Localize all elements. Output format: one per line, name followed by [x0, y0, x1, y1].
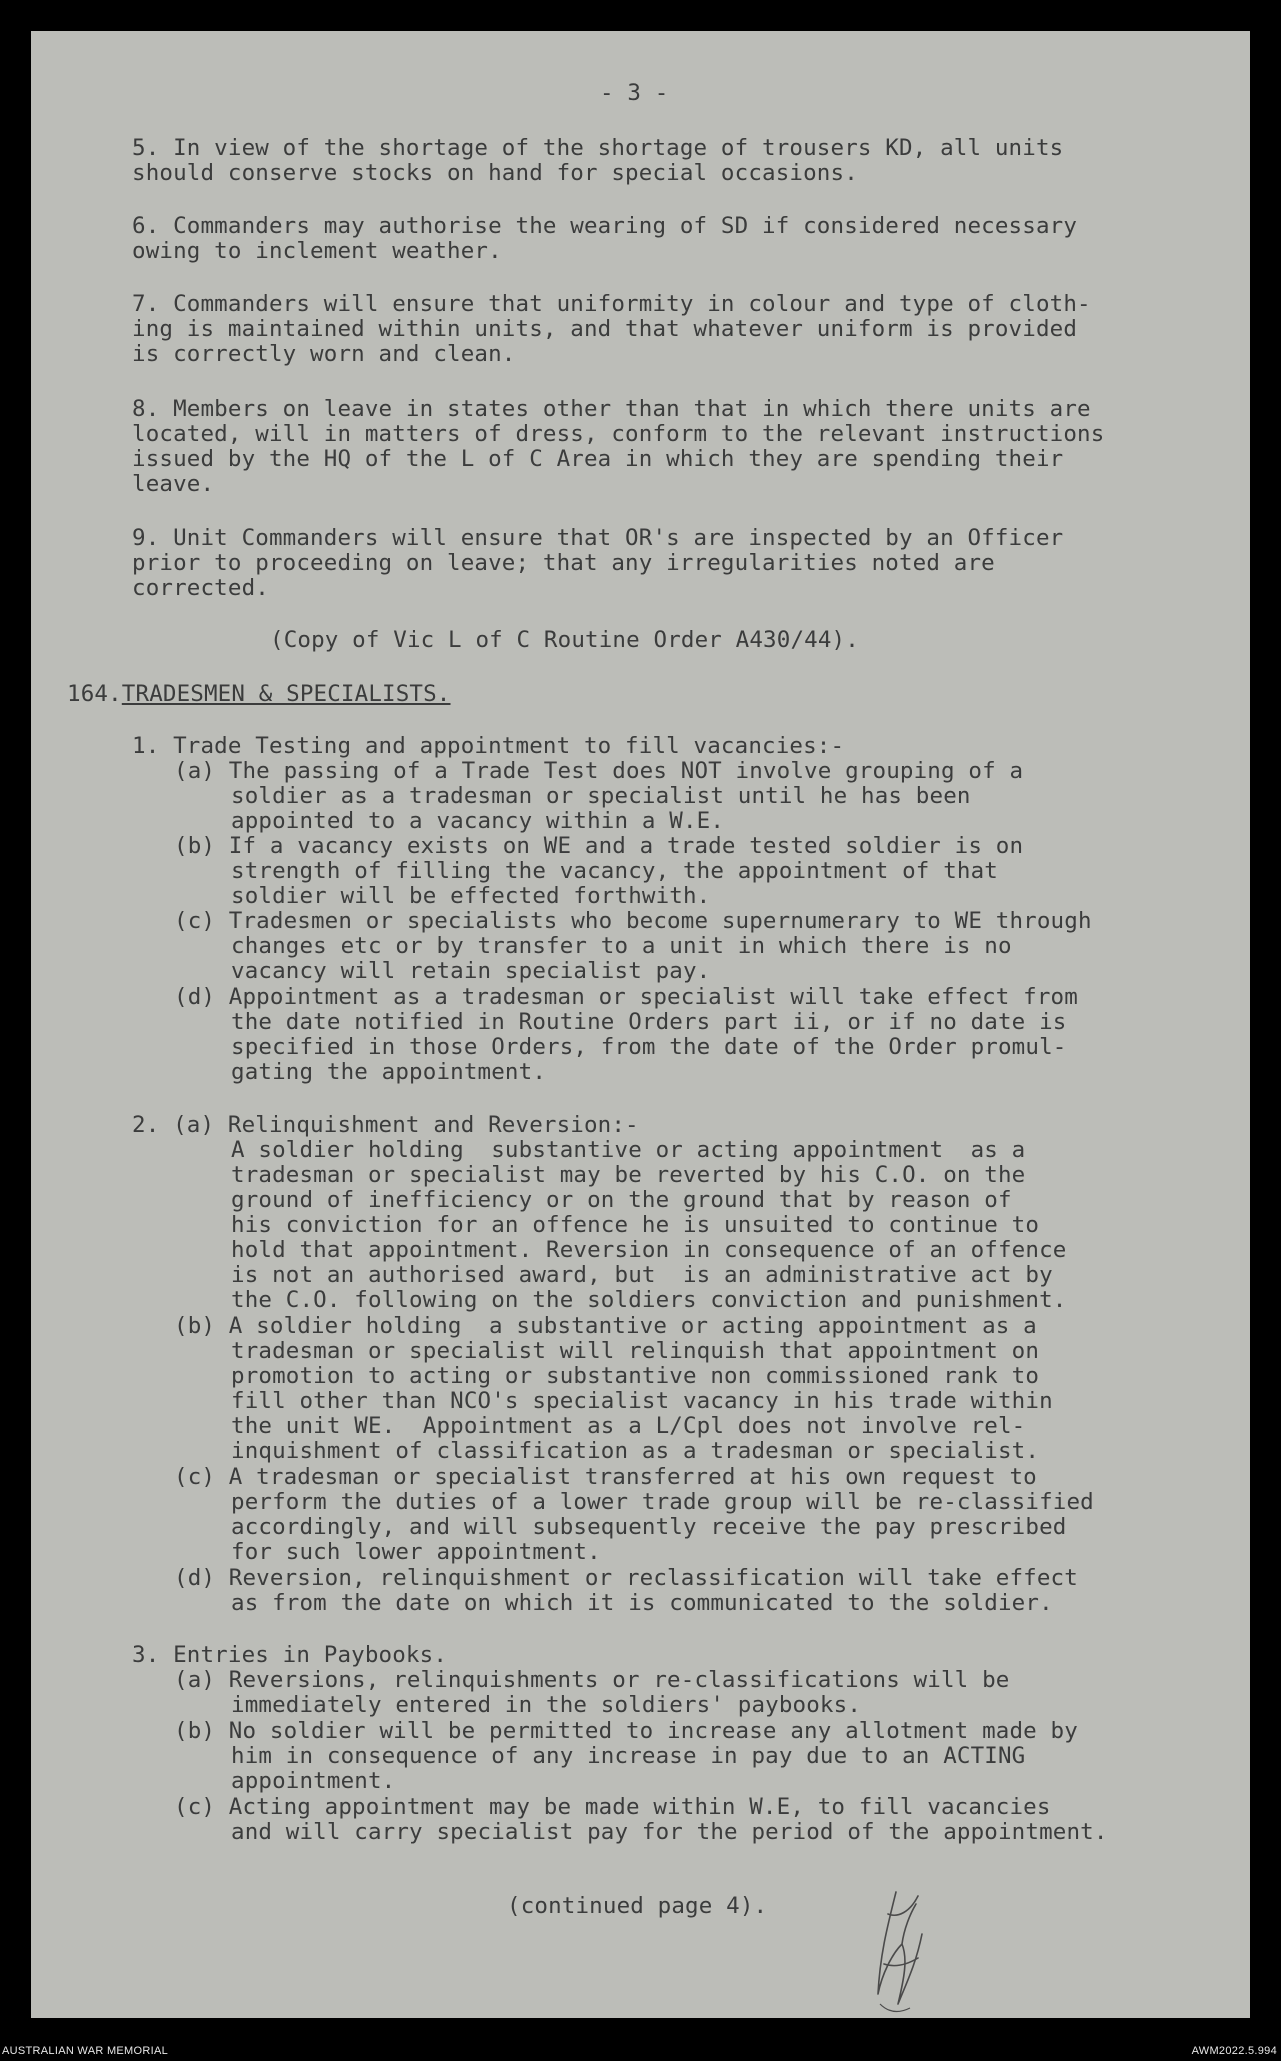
item-1c-line-2: changes etc or by transfer to a unit in which there is no [231, 933, 1012, 959]
section-heading [67, 682, 451, 708]
para-8-line-3: issued by the HQ of the L of C Area in which they are spending their [132, 446, 1064, 472]
item-1c-line-3: vacancy will retain specialist pay. [231, 958, 711, 984]
section-title: TRADESMEN & SPECIALISTS. [121, 681, 451, 707]
footer-archive-name: AUSTRALIAN WAR MEMORIAL [2, 2045, 169, 2057]
item-1b-line-2: strength of filling the vacancy, the appointment of that [231, 858, 998, 884]
item-2b-line-2: tradesman or specialist will relinquish that appointment on [231, 1338, 1040, 1364]
item-2d-line-1: (d) Reversion, relinquishment or reclassification will take effect [174, 1565, 1078, 1591]
para-8-line-2: located, will in matters of dress, conform to the relevant instructions [132, 421, 1105, 447]
continued-note: (continued page 4). [507, 1893, 768, 1919]
item-3b-line-2: him in consequence of any increase in pay due to an ACTING [231, 1743, 1026, 1769]
item-2a-line-4: his conviction for an offence he is unsuited to continue to [231, 1212, 1040, 1238]
document-page [31, 31, 1250, 2018]
item-2c-line-3: accordingly, and will subsequently receive the pay prescribed [231, 1514, 1067, 1540]
item-2a-line-6: is not an authorised award, but is an administrative act by [231, 1262, 1053, 1288]
item-1a-line-1: (a) The passing of a Trade Test does NOT involve grouping of a [174, 758, 1024, 784]
para-5-line-2: should conserve stocks on hand for special occasions. [132, 160, 858, 186]
item-3c-line-2: and will carry specialist pay for the period of the appointment. [231, 1819, 1108, 1845]
item-2a-line-7: the C.O. following on the soldiers conviction and punishment. [231, 1287, 1067, 1313]
item-1d-line-3: specified in those Orders, from the date of the Order promul- [231, 1034, 1067, 1060]
item-2a-line-2: tradesman or specialist may be reverted by his C.O. on the [231, 1162, 1026, 1188]
para-9-line-1: 9. Unit Commanders will ensure that OR's are inspected by an Officer [132, 525, 1064, 551]
section-number: 164. [67, 681, 122, 707]
item-2a-line-3: ground of inefficiency or on the ground that by reason of [231, 1187, 1012, 1213]
item-2-heading: 2. (a) Relinquishment and Reversion:- [132, 1112, 639, 1138]
item-2d-line-2: as from the date on which it is communicated to the soldier. [231, 1590, 1053, 1616]
para-9-line-2: prior to proceeding on leave; that any irregularities noted are [132, 550, 995, 576]
item-2c-line-2: perform the duties of a lower trade group will be re-classified [231, 1489, 1094, 1515]
item-2a-line-5: hold that appointment. Reversion in consequence of an offence [231, 1237, 1067, 1263]
footer-reference-id: AWM2022.5.994 [1191, 2045, 1277, 2057]
para-9-line-3: corrected. [132, 575, 269, 601]
item-1d-line-2: the date notified in Routine Orders part ii, or if no date is [231, 1009, 1067, 1035]
para-7-line-1: 7. Commanders will ensure that uniformity in colour and type of cloth- [132, 291, 1091, 317]
item-3-heading: 3. Entries in Paybooks. [132, 1642, 448, 1668]
item-2b-line-5: the unit WE. Appointment as a L/Cpl does not involve rel- [231, 1413, 1026, 1439]
item-3b-line-1: (b) No soldier will be permitted to increase any allotment made by [174, 1718, 1078, 1744]
item-1d-line-1: (d) Appointment as a tradesman or specialist will take effect from [174, 984, 1078, 1010]
item-3a-line-2: immediately entered in the soldiers' paybooks. [231, 1692, 862, 1718]
item-1c-line-1: (c) Tradesmen or specialists who become supernumerary to WE through [174, 908, 1092, 934]
handwritten-initials [858, 1884, 938, 2018]
item-2a-line-1: A soldier holding substantive or acting appointment as a [231, 1137, 1026, 1163]
para-7-line-3: is correctly worn and clean. [132, 341, 516, 367]
para-6-line-2: owing to inclement weather. [132, 238, 502, 264]
item-1b-line-3: soldier will be effected forthwith. [231, 883, 711, 909]
para-5-line-1: 5. In view of the shortage of the shortage of trousers KD, all units [132, 135, 1064, 161]
para-6-line-1: 6. Commanders may authorise the wearing of SD if considered necessary [132, 213, 1078, 239]
item-1d-line-4: gating the appointment. [231, 1059, 547, 1085]
item-1a-line-2: soldier as a tradesman or specialist until he has been [231, 783, 971, 809]
item-1b-line-1: (b) If a vacancy exists on WE and a trade tested soldier is on [174, 833, 1024, 859]
item-2c-line-4: for such lower appointment. [231, 1539, 601, 1565]
para-7-line-2: ing is maintained within units, and that whatever uniform is provided [132, 316, 1078, 342]
item-3c-line-1: (c) Acting appointment may be made within W.E, to fill vacancies [174, 1794, 1051, 1820]
item-3b-line-3: appointment. [231, 1768, 396, 1794]
item-2c-line-1: (c) A tradesman or specialist transferred at his own request to [174, 1464, 1037, 1490]
item-3a-line-1: (a) Reversions, relinquishments or re-classifications will be [174, 1667, 1010, 1693]
para-8-line-4: leave. [132, 471, 215, 497]
item-2b-line-1: (b) A soldier holding a substantive or acting appointment as a [174, 1313, 1037, 1339]
item-1a-line-3: appointed to a vacancy within a W.E. [231, 808, 725, 834]
para-8-line-1: 8. Members on leave in states other than that in which there units are [132, 396, 1091, 422]
item-1-heading: 1. Trade Testing and appointment to fill vacancies:- [132, 733, 845, 759]
copy-reference: (Copy of Vic L of C Routine Order A430/44). [270, 627, 859, 653]
page-number: - 3 - [600, 80, 669, 106]
item-2b-line-3: promotion to acting or substantive non commissioned rank to [231, 1363, 1040, 1389]
item-2b-line-4: fill other than NCO's specialist vacancy in his trade within [231, 1388, 1053, 1414]
item-2b-line-6: inquishment of classification as a tradesman or specialist. [231, 1438, 1040, 1464]
